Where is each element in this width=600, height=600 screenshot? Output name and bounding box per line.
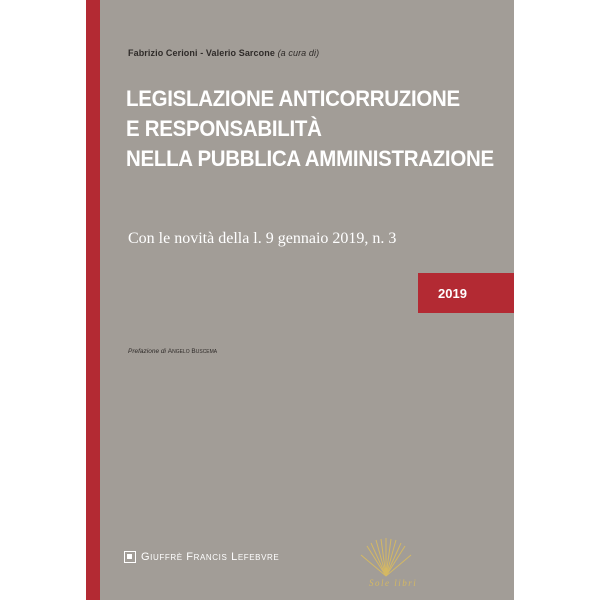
year-label: 2019 bbox=[438, 286, 467, 301]
book-cover bbox=[86, 0, 514, 600]
publisher-name: Giuffrè Francis Lefebvre bbox=[141, 551, 280, 563]
authors-line bbox=[128, 48, 319, 58]
publisher-block bbox=[124, 551, 279, 563]
authors: Fabrizio Cerioni - Valerio Sarcone bbox=[128, 48, 275, 58]
book-subtitle: Con le novità della l. 9 gennaio 2019, n. 3 bbox=[128, 230, 397, 247]
red-spine-band bbox=[86, 0, 100, 600]
book-title bbox=[126, 84, 494, 174]
preface-line bbox=[128, 348, 217, 355]
preface-prefix: Prefazione di bbox=[128, 348, 166, 355]
editor-note: (a cura di) bbox=[277, 48, 320, 58]
year-badge bbox=[418, 273, 514, 313]
preface-author: Angelo Buscema bbox=[167, 348, 218, 355]
title-line-1: LEGISLAZIONE ANTICORRUZIONE bbox=[126, 86, 460, 111]
title-line-3: NELLA PUBBLICA AMMINISTRAZIONE bbox=[126, 146, 494, 171]
publisher-logo-icon bbox=[124, 551, 136, 563]
title-line-2: E RESPONSABILITÀ bbox=[126, 116, 322, 141]
imprint-name: Sole libri bbox=[369, 578, 418, 588]
